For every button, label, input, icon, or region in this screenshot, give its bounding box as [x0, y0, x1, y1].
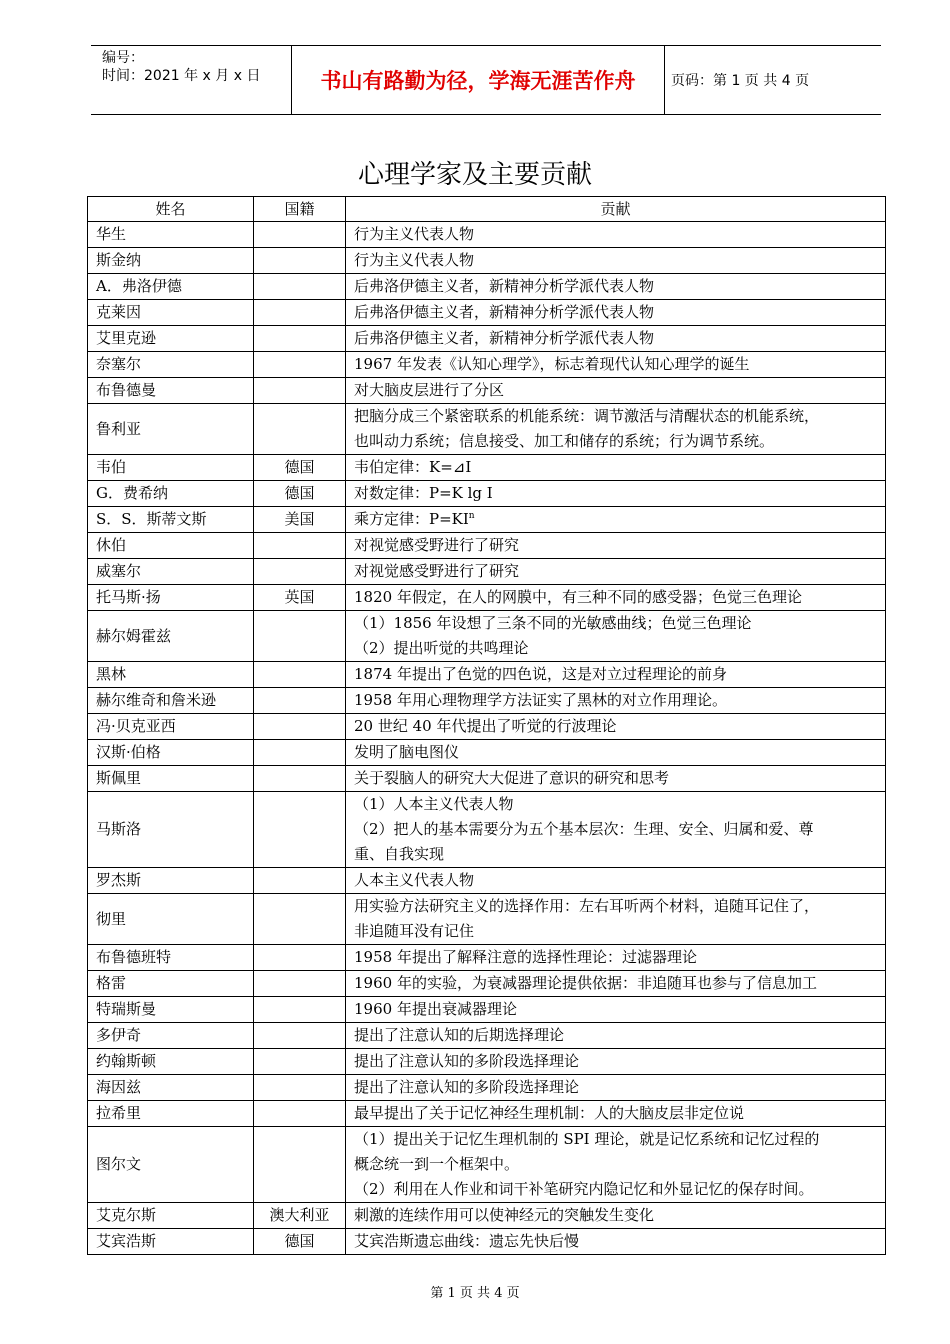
- psychologist-name: 布鲁德班特: [88, 945, 254, 971]
- contribution: [346, 1049, 886, 1075]
- contribution: [346, 352, 886, 378]
- contribution: [346, 868, 886, 894]
- contribution-line: [354, 945, 877, 970]
- contribution: [346, 1023, 886, 1049]
- contribution: [346, 1203, 886, 1229]
- contribution-line-text: 1960 年提出衰减器理论: [354, 1000, 517, 1018]
- nationality: [254, 1127, 346, 1203]
- contribution-line-text: 关于裂脑人的研究大大促进了意识的研究和思考: [354, 769, 670, 787]
- nationality: [254, 248, 346, 274]
- nationality: 德国: [254, 1229, 346, 1255]
- contribution-line-text: 提出了注意认知的多阶段选择理论: [354, 1052, 580, 1070]
- contribution-line: [354, 1049, 877, 1074]
- contribution-line: [354, 817, 877, 842]
- psychologist-name: 托马斯·扬: [88, 585, 254, 611]
- psychologist-name: 特瑞斯曼: [88, 997, 254, 1023]
- nationality: [254, 662, 346, 688]
- table-row: [88, 585, 886, 611]
- contribution-line: [354, 1229, 877, 1254]
- contribution-line: [354, 1023, 877, 1048]
- contribution-line-text: 把脑分成三个紧密联系的机能系统：调节激活与清醒状态的机能系统，: [354, 407, 820, 425]
- psychologist-name: 黑林: [88, 662, 254, 688]
- psychologist-name: 彻里: [88, 894, 254, 945]
- psychologist-name: 布鲁德曼: [88, 378, 254, 404]
- table-row: [88, 740, 886, 766]
- nationality: [254, 326, 346, 352]
- psychologist-name: 格雷: [88, 971, 254, 997]
- psychologist-name: 海因兹: [88, 1075, 254, 1101]
- nationality: [254, 971, 346, 997]
- contribution-line-text: 也叫动力系统；信息接受、加工和储存的系统；行为调节系统。: [354, 432, 775, 450]
- contribution-line: [354, 662, 877, 687]
- psychologist-name: 斯佩里: [88, 766, 254, 792]
- document-title: 心理学家及主要贡献: [357, 160, 592, 190]
- contribution-line: [354, 766, 877, 791]
- nationality: [254, 740, 346, 766]
- table-row: [88, 1023, 886, 1049]
- contribution-line: [354, 842, 877, 867]
- table-row: [88, 404, 886, 455]
- header-motto: 书山有路勤为径，学海无涯苦作舟: [291, 46, 665, 114]
- contribution: [346, 378, 886, 404]
- contribution: [346, 997, 886, 1023]
- contribution-line-text: 重、自我实现: [354, 845, 445, 863]
- contribution-line-text: 后弗洛伊德主义者，新精神分析学派代表人物: [354, 303, 655, 321]
- contribution-line-text: 1967 年发表《认知心理学》，标志着现代认知心理学的诞生: [354, 355, 750, 373]
- contribution-line: [354, 792, 877, 817]
- psychologist-name: 冯·贝克亚西: [88, 714, 254, 740]
- contribution: [346, 533, 886, 559]
- psychologist-name: 图尔文: [88, 1127, 254, 1203]
- contribution-line-text: 对大脑皮层进行了分区: [354, 381, 505, 399]
- contribution-line-text: 韦伯定律：K=⊿I: [354, 458, 472, 476]
- table-row: [88, 222, 886, 248]
- contribution-line-text: 对数定律：P=K lg I: [354, 484, 493, 502]
- psychologist-name: 汉斯·伯格: [88, 740, 254, 766]
- contribution-line-text: 艾宾浩斯遗忘曲线：遗忘先快后慢: [354, 1232, 580, 1250]
- nationality: 美国: [254, 507, 346, 533]
- table-row: [88, 326, 886, 352]
- table-row: [88, 300, 886, 326]
- contribution-line-text: 行为主义代表人物: [354, 225, 475, 243]
- contribution-line-text: （2）把人的基本需要分为五个基本层次：生理、安全、归属和爱、尊: [354, 820, 814, 838]
- contribution-line: [354, 559, 877, 584]
- contribution-line: [354, 1127, 877, 1152]
- table-row: [88, 894, 886, 945]
- psychologist-name: 艾里克逊: [88, 326, 254, 352]
- nationality: [254, 378, 346, 404]
- nationality: [254, 1075, 346, 1101]
- contribution-line: [354, 533, 877, 558]
- psychologist-name: 韦伯: [88, 455, 254, 481]
- table-row: [88, 378, 886, 404]
- contribution: [346, 585, 886, 611]
- contribution: [346, 766, 886, 792]
- table-row: [88, 766, 886, 792]
- document-time-label: 时间：2021 年 x 月 x 日: [102, 68, 261, 84]
- nationality: [254, 1049, 346, 1075]
- contribution-line: [354, 868, 877, 893]
- psychologist-name: 鲁利亚: [88, 404, 254, 455]
- table-row: [88, 481, 886, 507]
- contribution-line-text: 非追随耳没有记住: [354, 922, 475, 940]
- contribution: [346, 740, 886, 766]
- psychologist-name: 威塞尔: [88, 559, 254, 585]
- contribution: [346, 945, 886, 971]
- psychologist-name: 约翰斯顿: [88, 1049, 254, 1075]
- nationality: [254, 1101, 346, 1127]
- nationality: [254, 1023, 346, 1049]
- nationality: [254, 894, 346, 945]
- contribution-line: [354, 688, 877, 713]
- nationality: [254, 945, 346, 971]
- nationality: [254, 714, 346, 740]
- contribution-line-text: 后弗洛伊德主义者，新精神分析学派代表人物: [354, 277, 655, 295]
- nationality: [254, 274, 346, 300]
- contribution: [346, 559, 886, 585]
- contribution: [346, 1075, 886, 1101]
- contribution-line: [354, 894, 877, 919]
- contribution-line: [354, 1203, 877, 1228]
- contribution-line-text: 发明了脑电图仪: [354, 743, 460, 761]
- nationality: [254, 222, 346, 248]
- contribution-line: [354, 300, 877, 325]
- contribution-line-text: 乘方定律：P=KI: [354, 510, 469, 528]
- contribution-line: [354, 378, 877, 403]
- contribution-line-text: 提出了注意认知的后期选择理论: [354, 1026, 565, 1044]
- contribution-line-text: 概念统一到一个框架中。: [354, 1155, 520, 1173]
- column-header-contribution: 贡献: [346, 197, 886, 222]
- exponent-superscript: n: [468, 511, 475, 521]
- contribution-line: [354, 481, 877, 506]
- contribution-line-text: （2）提出听觉的共鸣理论: [354, 639, 529, 657]
- nationality: [254, 352, 346, 378]
- contribution: [346, 326, 886, 352]
- column-header-nationality: 国籍: [254, 197, 346, 222]
- contribution-line: [354, 274, 877, 299]
- psychologist-name: 罗杰斯: [88, 868, 254, 894]
- contribution-line-text: 刺激的连续作用可以使神经元的突触发生变化: [354, 1206, 655, 1224]
- nationality: [254, 792, 346, 868]
- nationality: [254, 997, 346, 1023]
- contribution-line: [354, 1177, 877, 1202]
- contribution-line: [354, 404, 877, 429]
- table-row: [88, 997, 886, 1023]
- contribution-line-text: 后弗洛伊德主义者，新精神分析学派代表人物: [354, 329, 655, 347]
- page-footer: 第 1 页 共 4 页: [430, 1286, 520, 1301]
- psychologists-table: [87, 196, 886, 1255]
- contribution-line-text: 1820 年假定，在人的网膜中，有三种不同的感受器；色觉三色理论: [354, 588, 802, 606]
- psychologist-name: 多伊奇: [88, 1023, 254, 1049]
- contribution-line-text: 20 世纪 40 年代提出了听觉的行波理论: [354, 717, 617, 735]
- psychologist-name: A．弗洛伊德: [88, 274, 254, 300]
- contribution-line-text: （1）提出关于记忆生理机制的 SPI 理论，就是记忆系统和记忆过程的: [354, 1130, 820, 1148]
- contribution: [346, 714, 886, 740]
- contribution-line-text: （1）1856 年设想了三条不同的光敏感曲线；色觉三色理论: [354, 614, 752, 632]
- psychologist-name: 马斯洛: [88, 792, 254, 868]
- contribution-line-text: 1960 年的实验，为衰减器理论提供依据：非追随耳也参与了信息加工: [354, 974, 817, 992]
- nationality: 德国: [254, 455, 346, 481]
- contribution: [346, 1101, 886, 1127]
- contribution: [346, 1229, 886, 1255]
- contribution-line: [354, 919, 877, 944]
- contribution: [346, 894, 886, 945]
- contribution-line: [354, 507, 877, 532]
- table-row: [88, 945, 886, 971]
- table-row: [88, 1203, 886, 1229]
- nationality: 澳大利亚: [254, 1203, 346, 1229]
- contribution: [346, 274, 886, 300]
- psychologist-name: 赫尔姆霍兹: [88, 611, 254, 662]
- contribution-line: [354, 1152, 877, 1177]
- contribution-line-text: 行为主义代表人物: [354, 251, 475, 269]
- contribution-line-text: 1958 年用心理物理学方法证实了黑林的对立作用理论。: [354, 691, 727, 709]
- contribution-line: [354, 714, 877, 739]
- column-header-name: 姓名: [88, 197, 254, 222]
- psychologist-name: 艾宾浩斯: [88, 1229, 254, 1255]
- table-row: [88, 533, 886, 559]
- nationality: [254, 559, 346, 585]
- contribution-line: [354, 326, 877, 351]
- nationality: 英国: [254, 585, 346, 611]
- table-row: [88, 971, 886, 997]
- contribution: [346, 688, 886, 714]
- table-header-row: [88, 197, 886, 222]
- nationality: [254, 766, 346, 792]
- contribution: [346, 611, 886, 662]
- contribution-line-text: 对视觉感受野进行了研究: [354, 536, 520, 554]
- contribution-line-text: 人本主义代表人物: [354, 871, 475, 889]
- contribution-line: [354, 997, 877, 1022]
- header-meta: [91, 46, 291, 114]
- contribution-line: [354, 248, 877, 273]
- table-row: [88, 714, 886, 740]
- psychologist-name: 拉希里: [88, 1101, 254, 1127]
- table-row: [88, 611, 886, 662]
- table-row: [88, 559, 886, 585]
- table-row: [88, 868, 886, 894]
- contribution-line-text: 用实验方法研究主义的选择作用：左右耳听两个材料，追随耳记住了，: [354, 897, 820, 915]
- contribution-line-text: （2）利用在人作业和词干补笔研究内隐记忆和外显记忆的保存时间。: [354, 1180, 814, 1198]
- table-row: [88, 455, 886, 481]
- contribution-line: [354, 971, 877, 996]
- contribution-line: [354, 585, 877, 610]
- contribution-line-text: 提出了注意认知的多阶段选择理论: [354, 1078, 580, 1096]
- contribution-line-text: 对视觉感受野进行了研究: [354, 562, 520, 580]
- nationality: [254, 300, 346, 326]
- psychologist-name: 克莱因: [88, 300, 254, 326]
- table-row: [88, 1075, 886, 1101]
- psychologist-name: 华生: [88, 222, 254, 248]
- psychologist-name: S．S．斯蒂文斯: [88, 507, 254, 533]
- psychologist-name: 斯金纳: [88, 248, 254, 274]
- contribution: [346, 248, 886, 274]
- contribution-line: [354, 222, 877, 247]
- table-row: [88, 662, 886, 688]
- nationality: [254, 533, 346, 559]
- contribution-line: [354, 636, 877, 661]
- contribution-line-text: 最早提出了关于记忆神经生理机制：人的大脑皮层非定位说: [354, 1104, 745, 1122]
- contribution: [346, 662, 886, 688]
- header-page-label: 页码：第 1 页 共 4 页: [671, 73, 810, 89]
- contribution-line: [354, 611, 877, 636]
- contribution-line: [354, 429, 877, 454]
- contribution: [346, 404, 886, 455]
- table-row: [88, 352, 886, 378]
- table-row: [88, 1101, 886, 1127]
- contribution: [346, 1127, 886, 1203]
- page-header: [91, 45, 881, 115]
- document-number-label: 编号：: [102, 50, 144, 66]
- contribution: [346, 455, 886, 481]
- table-row: [88, 1049, 886, 1075]
- contribution: [346, 481, 886, 507]
- contribution: [346, 300, 886, 326]
- contribution-line: [354, 352, 877, 377]
- table-row: [88, 792, 886, 868]
- table-row: [88, 248, 886, 274]
- psychologist-name: 赫尔维奇和詹米逊: [88, 688, 254, 714]
- contribution: [346, 971, 886, 997]
- contribution: [346, 792, 886, 868]
- table-row: [88, 507, 886, 533]
- nationality: [254, 688, 346, 714]
- psychologist-name: 奈塞尔: [88, 352, 254, 378]
- psychologist-name: G．费希纳: [88, 481, 254, 507]
- nationality: [254, 868, 346, 894]
- contribution-line-text: 1874 年提出了色觉的四色说，这是对立过程理论的前身: [354, 665, 727, 683]
- nationality: [254, 611, 346, 662]
- table-row: [88, 1127, 886, 1203]
- psychologist-name: 休伯: [88, 533, 254, 559]
- contribution: [346, 222, 886, 248]
- psychologist-name: 艾克尔斯: [88, 1203, 254, 1229]
- nationality: 德国: [254, 481, 346, 507]
- contribution-line-text: （1）人本主义代表人物: [354, 795, 514, 813]
- contribution-line: [354, 740, 877, 765]
- contribution-line: [354, 1101, 877, 1126]
- contribution: [346, 507, 886, 533]
- table-row: [88, 274, 886, 300]
- nationality: [254, 404, 346, 455]
- table-row: [88, 1229, 886, 1255]
- contribution-line: [354, 455, 877, 480]
- table-row: [88, 688, 886, 714]
- contribution-line-text: 1958 年提出了解释注意的选择性理论：过滤器理论: [354, 948, 697, 966]
- contribution-line: [354, 1075, 877, 1100]
